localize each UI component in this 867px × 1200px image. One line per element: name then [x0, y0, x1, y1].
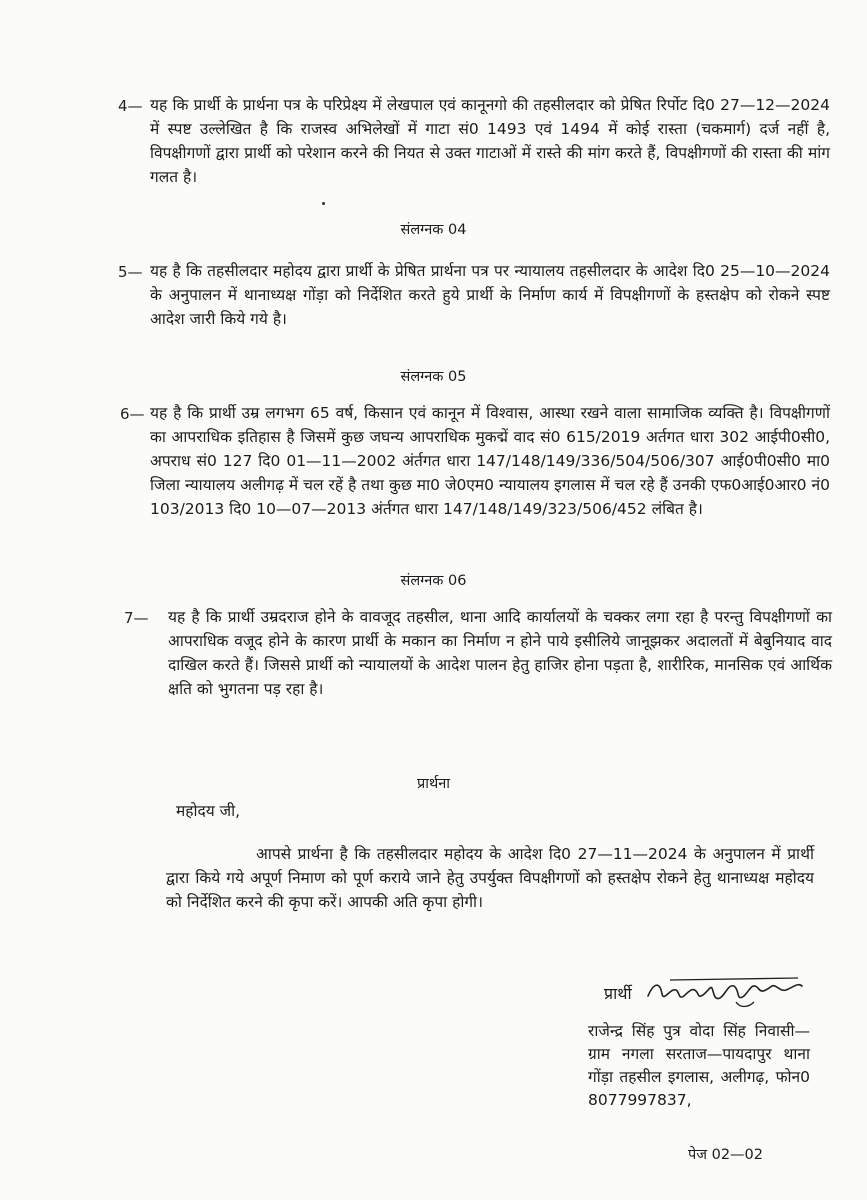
item-number-4: 4— [118, 97, 143, 115]
paragraph-4: यह कि प्रार्थी के प्रार्थना पत्र के परिप्रेक्ष्य में लेखपाल एवं कानूनगो की तहसीलदार को प्रेषित रिर्पोट दि0 27—12—2024 में स्पष्ट उल्लेखित है कि राजस्व अभिलेखों में गाटा सं0 1493 एवं 1494 में कोई रास्ता (चकमार्ग) दर्ज नहीं है, विपक्षीगणों द्वारा प्रार्थी को परेशान करने की नियत से उक्त गाटाओं में रास्ते की मांग करते हैं, विपक्षीगणों की रास्ता की मांग गलत है। [150, 96, 830, 186]
annexure-heading-06: संलग्नक 06 [400, 573, 467, 589]
annexure-heading-05: संलग्नक 05 [400, 369, 467, 385]
paragraph-5: यह है कि तहसीलदार महोदय द्वारा प्रार्थी के प्रेषित प्रार्थना पत्र पर न्यायालय तहसीलदार के आदेश दि0 25—10—2024 के अनुपालन में थानाध्यक्ष गोंड़ा को निर्देशित करते हुये प्रार्थी के निर्माण कार्य में विपक्षीगणों के हस्तक्षेप को रोकने स्पष्ट आदेश जारी किये गये है। [150, 262, 830, 328]
prayer-heading: प्रार्थना [416, 776, 451, 792]
prayer-body: आपसे प्रार्थना है कि तहसीलदार महोदय के आदेश दि0 27—11—2024 के अनुपालन में प्रार्थी द्वारा किये गये अपूर्ण निमाण को पूर्ण कराये जाने हेतु उपर्युक्त विपक्षीगणों को हस्तक्षेप रोकने हेतु थानाध्यक्ष महोदय को निर्देशित करने की कृपा करें। आपकी अति कृपा होगी। [166, 845, 814, 911]
page-number: पेज 02—02 [688, 1147, 764, 1163]
salutation: महोदय जी, [176, 802, 241, 820]
applicant-label: प्रार्थी [604, 984, 632, 1003]
annexure-heading-04: संलग्नक 04 [400, 222, 467, 238]
paragraph-7: यह है कि प्रार्थी उम्रदराज होने के वावजूद तहसील, थाना आदि कार्यालयों के चक्कर लगा रहा है परन्तु विपक्षीगणों का आपराधिक वजूद होने के कारण प्रार्थी के मकान का निर्माण न होने पाये इसीलिये जानूझकर अदालतों में बेबुनियाद वाद दाखिल करते हैं। जिससे प्रार्थी को न्यायालयों के आदेश पालन हेतु हाजिर होना पड़ता है, शारीरिक, मानसिक एवं आर्थिक क्षति को भुगतना पड़ रहा है। [168, 608, 832, 698]
item-number-7: 7— [124, 609, 149, 627]
applicant-address: राजेन्द्र सिंह पुत्र वोदा सिंह निवासी—ग्राम नगला सरताज—पायदापुर थाना गोंड़ा तहसील इगलास, अलीगढ़, फोन0 8077997837, [588, 1022, 810, 1109]
item-number-6: 6— [120, 405, 145, 423]
paragraph-6: यह है कि प्रार्थी उम्र लगभग 65 वर्ष, किसान एवं कानून में विश्वास, आस्था रखने वाला सामाजिक व्यक्ति है। विपक्षीगणों का आपराधिक इतिहास है जिसमें कुछ जघन्य आपराधिक मुकद्में वाद सं0 615/2019 अर्तगत धारा 302 आईपी0सी0, अपराध सं0 127 दि0 01—11—2002 अंर्तगत धारा 147/148/149/336/504/506/307 आई0पी0सी0 मा0 जिला न्यायालय अलीगढ़ में चल रहें है तथा कुछ मा0 जे0एम0 न्यायालय इगलास में चल रहे हैं उनकी एफ0आई0आर0 नं0 103/2013 दि0 10—07—2013 अंर्तगत धारा 147/148/149/323/506/452 लंबित है। [150, 404, 830, 518]
stray-mark [322, 202, 325, 205]
item-number-5: 5— [118, 263, 143, 281]
applicant-signature [640, 972, 810, 1012]
